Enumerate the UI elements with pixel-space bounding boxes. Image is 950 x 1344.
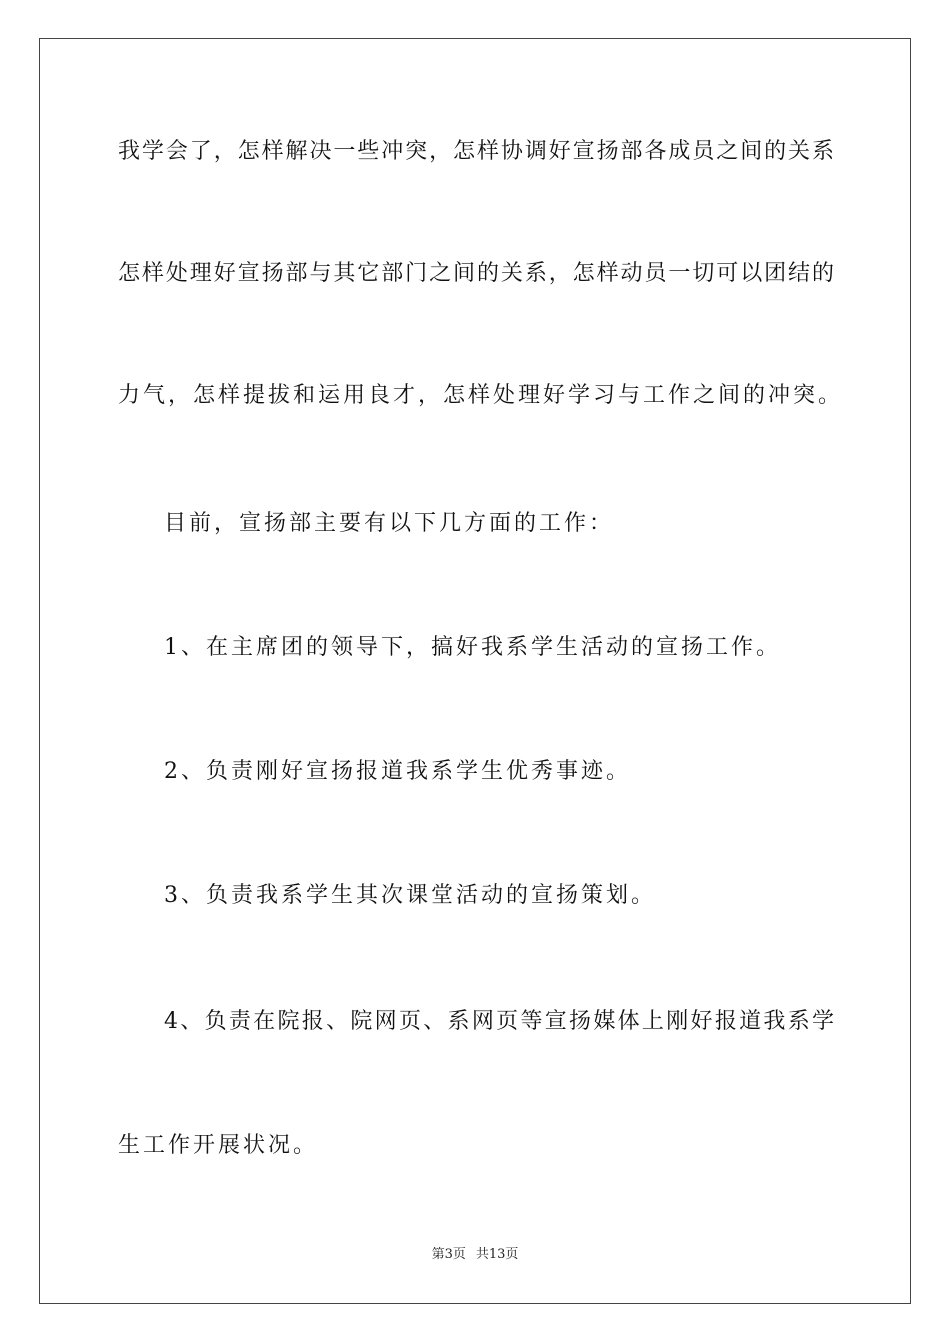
- paragraph-line-4: 目前，宣扬部主要有以下几方面的工作：: [164, 511, 615, 536]
- page-total: 共13页: [475, 1247, 519, 1262]
- list-item-1: 1、在主席团的领导下，搞好我系学生活动的宣扬工作。: [164, 635, 781, 660]
- page-number: 第3页: [431, 1247, 466, 1262]
- list-item-2: 2、负责刚好宣扬报道我系学生优秀事迹。: [164, 759, 631, 784]
- list-item-4-line-2: 生工作开展状况。: [118, 1133, 319, 1158]
- list-item-3: 3、负责我系学生其次课堂活动的宣扬策划。: [164, 883, 656, 908]
- list-item-4-line-1: 4、负责在院报、院网页、系网页等宣扬媒体上刚好报道我系学: [164, 1009, 834, 1034]
- page-frame: [39, 38, 911, 1304]
- paragraph-line-2: 怎样处理好宣扬部与其它部门之间的关系，怎样动员一切可以团结的: [118, 261, 834, 286]
- page-footer: [0, 1246, 950, 1264]
- paragraph-line-3: 力气，怎样提拔和运用良才，怎样处理好学习与工作之间的冲突。: [118, 383, 844, 408]
- paragraph-line-1: 我学会了，怎样解决一些冲突，怎样协调好宣扬部各成员之间的关系: [118, 139, 834, 164]
